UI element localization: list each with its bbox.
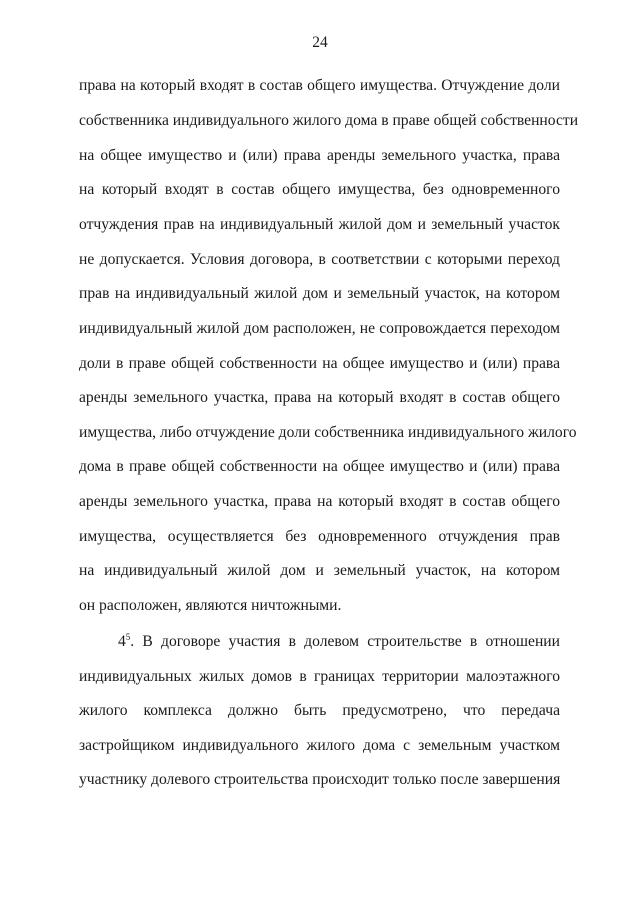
text-line: на индивидуальный жилой дом и земельный участок, на котором	[79, 562, 560, 579]
text-line: на который входят в состав общего имущества, без одновременного	[79, 181, 560, 198]
text-line: имущества, осуществляется без одновременного отчуждения прав	[79, 528, 560, 545]
text-line: отчуждения прав на индивидуальный жилой дом и земельный участок	[79, 216, 560, 233]
text-line: собственника индивидуального жилого дома в праве общей собственности	[79, 112, 579, 129]
text-line: аренды земельного участка, права на который входят в состав общего	[79, 493, 560, 510]
text-line: он расположен, являются ничтожными.	[79, 597, 342, 614]
text-line: $4^5$. В договоре участия в долевом строительстве в отношении	[118, 631, 560, 650]
text-line: дома в праве общей собственности на общее имущество и (или) права	[79, 458, 560, 475]
text-line: прав на индивидуальный жилой дом и земельный участок, на котором	[79, 285, 560, 302]
text-line: права на который входят в состав общего имущества. Отчуждение доли	[79, 77, 560, 94]
text-line: имущества, либо отчуждение доли собственника индивидуального жилого	[79, 424, 577, 441]
text-line: индивидуальный жилой дом расположен, не сопровождается переходом	[79, 320, 560, 337]
clause-number: $4^5$.	[118, 631, 135, 650]
text-line: не допускается. Условия договора, в соответствии с которыми переход	[79, 251, 560, 268]
text-line: застройщиком индивидуального жилого дома с земельным участком	[79, 737, 560, 754]
text-line: индивидуальных жилых домов в границах территории малоэтажного	[79, 668, 560, 685]
page-number: 24	[312, 34, 328, 51]
text-line: участнику долевого строительства происходит только после завершения	[79, 771, 561, 788]
text-line: на общее имущество и (или) права аренды земельного участка, права	[79, 147, 560, 164]
text-line: доли в праве общей собственности на общее имущество и (или) права	[79, 355, 560, 372]
text-line: жилого комплекса должно быть предусмотрено, что передача	[79, 702, 560, 719]
text-line: аренды земельного участка, права на который входят в состав общего	[79, 389, 560, 406]
